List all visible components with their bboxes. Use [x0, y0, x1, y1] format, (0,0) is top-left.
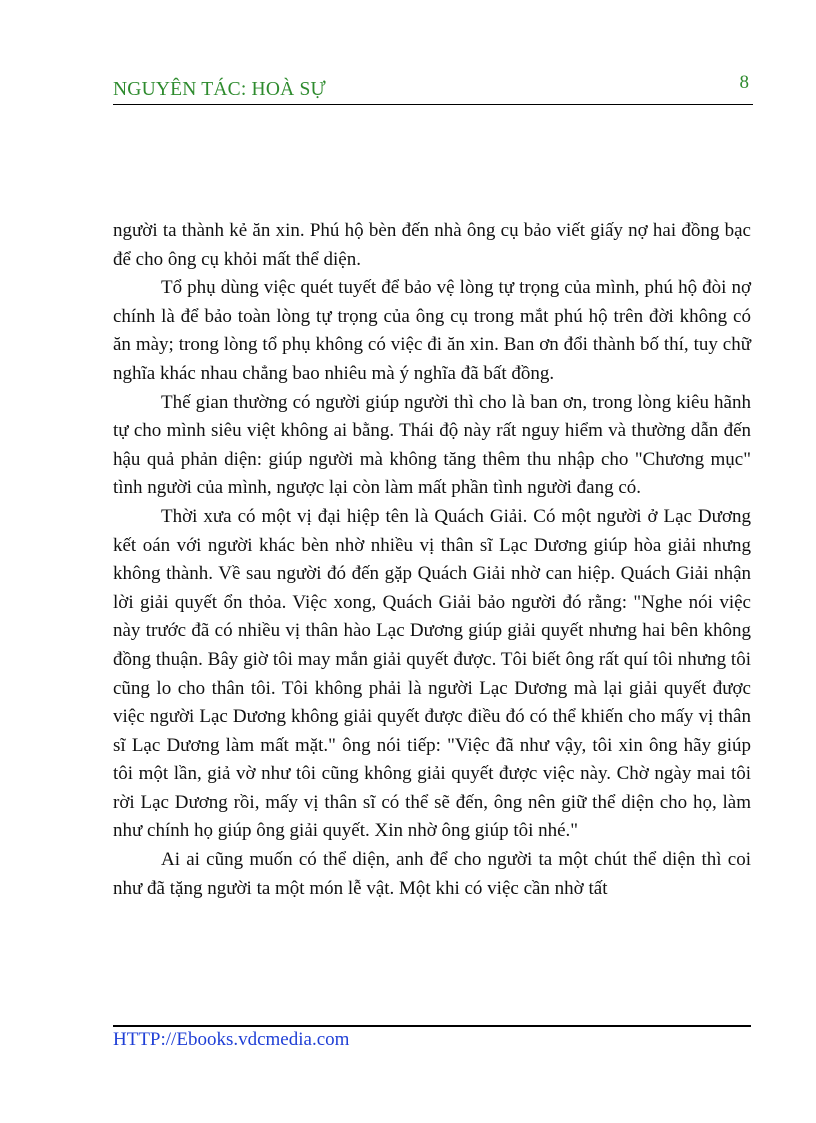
paragraph: Thế gian thường có người giúp người thì cho là ban ơn, trong lòng kiêu hãnh tự cho mình siêu việt không ai bằng. Thái độ này rất nguy hiểm và thường dẫn đến hậu quả phản diện: giúp người mà không tăng thêm thu nhập cho "Chương mục" tình người của mình, ngược lại còn làm mất phần tình người đang có. [113, 391, 751, 499]
footer-website-link[interactable]: HTTP://Ebooks.vdcmedia.com [113, 1029, 350, 1050]
page-header [113, 72, 753, 105]
paragraph: Tổ phụ dùng việc quét tuyết để bảo vệ lòng tự trọng của mình, phú hộ đòi nợ chính là để bảo toàn lòng tự trọng của ông cụ trong mắt phú hộ trên đời không có ăn mày; trong lòng tổ phụ không có việc đi ăn xin. Ban ơn đổi thành bố thí, tuy chữ nghĩa khác nhau chẳng bao nhiêu mà ý nghĩa đã bất đồng. [113, 277, 751, 384]
footer-divider [113, 1025, 751, 1027]
paragraph: Ai ai cũng muốn có thể diện, anh để cho người ta một chút thể diện thì coi như đã tặng người ta một món lễ vật. Một khi có việc cần nhờ tất [113, 849, 751, 899]
body-text [113, 217, 751, 903]
running-title: NGUYÊN TÁC: HOÀ SỰ [113, 79, 326, 100]
paragraph: Thời xưa có một vị đại hiệp tên là Quách Giải. Có một người ở Lạc Dương kết oán với người khác bèn nhờ nhiều vị thân sĩ Lạc Dương giúp hòa giải nhưng không thành. Về sau người đó đến gặp Quách Giải nhờ can hiệp. Quách Giải nhận lời giải quyết ổn thỏa. Việc xong, Quách Giải bảo người đó rằng: "Nghe nói việc này trước đã có nhiều vị thân hào Lạc Dương giúp giải quyết nhưng hai bên không đồng thuận. Bây giờ tôi may mắn giải quyết được. Tôi biết ông rất quí tôi nhưng tôi cũng lo cho thân tôi. Tôi không phải là người Lạc Dương mà lại giải quyết được việc người Lạc Dương không giải quyết được điều đó có thể khiến cho mấy vị thân sĩ Lạc Dương làm mất mặt." ông nói tiếp: "Việc đã như vậy, tôi xin ông hãy giúp tôi một lần, giả vờ như tôi cũng không giải quyết được việc này. Chờ ngày mai tôi rời Lạc Dương rồi, mấy vị thân sĩ có thể sẽ đến, ông nên giữ thể diện cho họ, làm như chính họ giúp ông giải quyết. Xin nhờ ông giúp tôi nhé." [113, 505, 751, 842]
paragraph-continued: người ta thành kẻ ăn xin. Phú hộ bèn đến nhà ông cụ bảo viết giấy nợ hai đồng bạc để cho ông cụ khỏi mất thể diện. [113, 220, 751, 270]
page-number: 8 [739, 72, 749, 93]
